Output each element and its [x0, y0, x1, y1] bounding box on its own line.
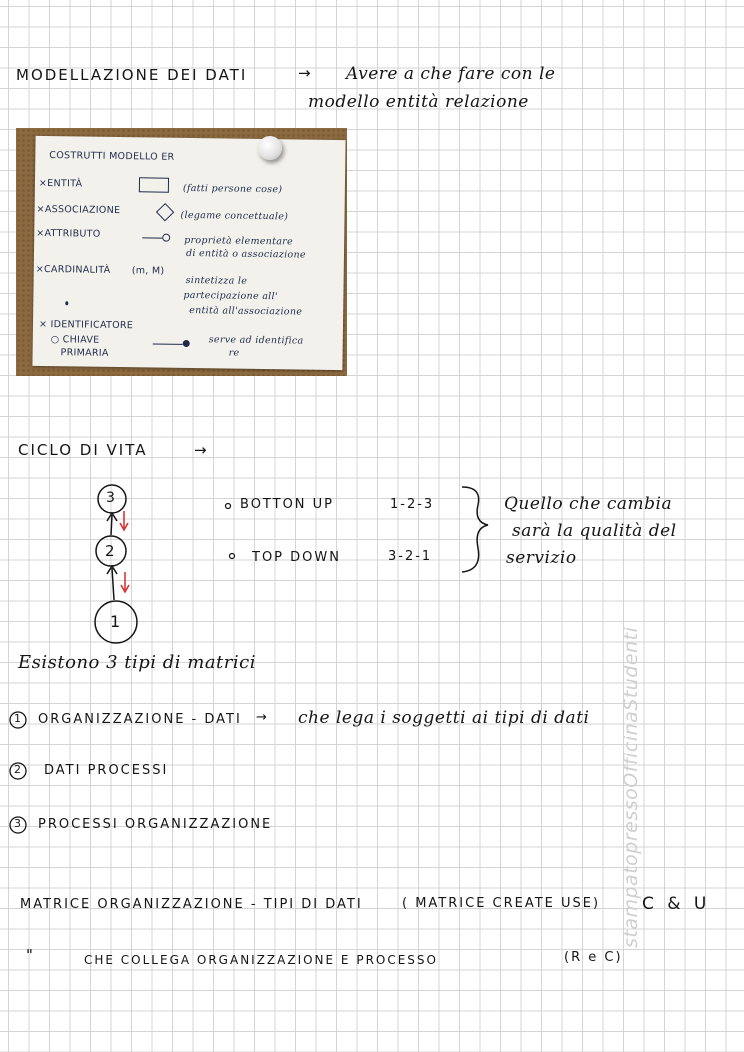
top-down-label: TOP DOWN [252, 550, 341, 565]
photo-desc: serve ad identifica [208, 334, 304, 347]
matrices-intro: Esistono 3 tipi di matrici [18, 652, 256, 673]
arrow-icon: → [194, 441, 209, 459]
bullet-icon [226, 504, 231, 509]
node-label-1: 1 [110, 612, 122, 631]
photo-desc: re [228, 347, 240, 359]
lifecycle-note-line2: sarà la qualità del [512, 521, 677, 541]
number-label: 3 [14, 817, 22, 830]
matrix-line-2-paren: (R e C) [564, 950, 623, 965]
photo-desc: entità all'associazione [189, 305, 303, 318]
heading-modellazione: MODELLAZIONE DEI DATI [16, 66, 248, 84]
number-label: 2 [14, 763, 22, 776]
matrix-item-2: DATI PROCESSI [44, 763, 169, 778]
photo-term: ×ENTITÀ [38, 177, 83, 190]
matrix-item-1: ORGANIZZAZIONE - DATI [38, 712, 242, 727]
arrow-up-2-3 [111, 515, 112, 535]
watermark: stampatopressoOfficinaStudenti [620, 626, 642, 948]
photo-term: × IDENTIFICATORE [38, 318, 134, 332]
top-down-seq: 3-2-1 [388, 549, 433, 564]
photo-term: ×ATTRIBUTO [36, 227, 101, 240]
bottom-up-label: BOTTON UP [240, 497, 335, 512]
bottom-up-seq: 1-2-3 [390, 497, 435, 512]
matrix-line-1-tail: C & U [642, 894, 711, 914]
arrow-icon: → [298, 64, 313, 82]
node-label-3: 3 [106, 490, 116, 506]
photo-desc: (fatti persone cose) [182, 182, 283, 196]
arrow-up-1-2 [112, 568, 114, 600]
lifecycle-title: CICLO DI VITA [18, 441, 148, 459]
node-label-2: 2 [105, 542, 116, 560]
photo-desc: di entità o associazione [185, 247, 306, 261]
lifecycle-note-line3: servizio [506, 548, 577, 568]
matrix-item-1-desc: che lega i soggetti ai tipi di dati [298, 708, 590, 728]
photo-term: ×CARDINALITÀ [35, 263, 111, 276]
matrix-item-3: PROCESSI ORGANIZZAZIONE [38, 817, 273, 832]
photo-desc: (legame concettuale) [180, 209, 289, 223]
photo-title: COSTRUTTI MODELLO ER [49, 150, 175, 163]
photo-desc: sintetizza le [185, 274, 248, 287]
photo-term: PRIMARIA [60, 347, 109, 359]
photo-desc: proprietà elementare [184, 234, 294, 248]
photo-term: ○ CHIAVE [50, 334, 100, 346]
arrow-icon: → [256, 710, 269, 725]
matrix-line-1: MATRICE ORGANIZZAZIONE - TIPI DI DATI [20, 897, 363, 912]
number-label: 1 [14, 712, 22, 725]
photo-card: (m, M) [131, 265, 165, 277]
heading-note-line1: Avere a che fare con le [346, 64, 556, 84]
photo-term: ×ASSOCIAZIONE [36, 203, 121, 217]
ditto-mark: " [26, 946, 34, 964]
bullet-icon [230, 554, 235, 559]
heading-note-line2: modello entità relazione [308, 92, 529, 112]
brace-icon [462, 487, 488, 572]
matrix-line-2: CHE COLLEGA ORGANIZZAZIONE E PROCESSO [84, 953, 438, 967]
lifecycle-note-line1: Quello che cambia [504, 494, 673, 514]
matrix-line-1-paren: ( MATRICE CREATE USE) [402, 896, 601, 911]
photo-desc: partecipazione all' [183, 289, 278, 303]
